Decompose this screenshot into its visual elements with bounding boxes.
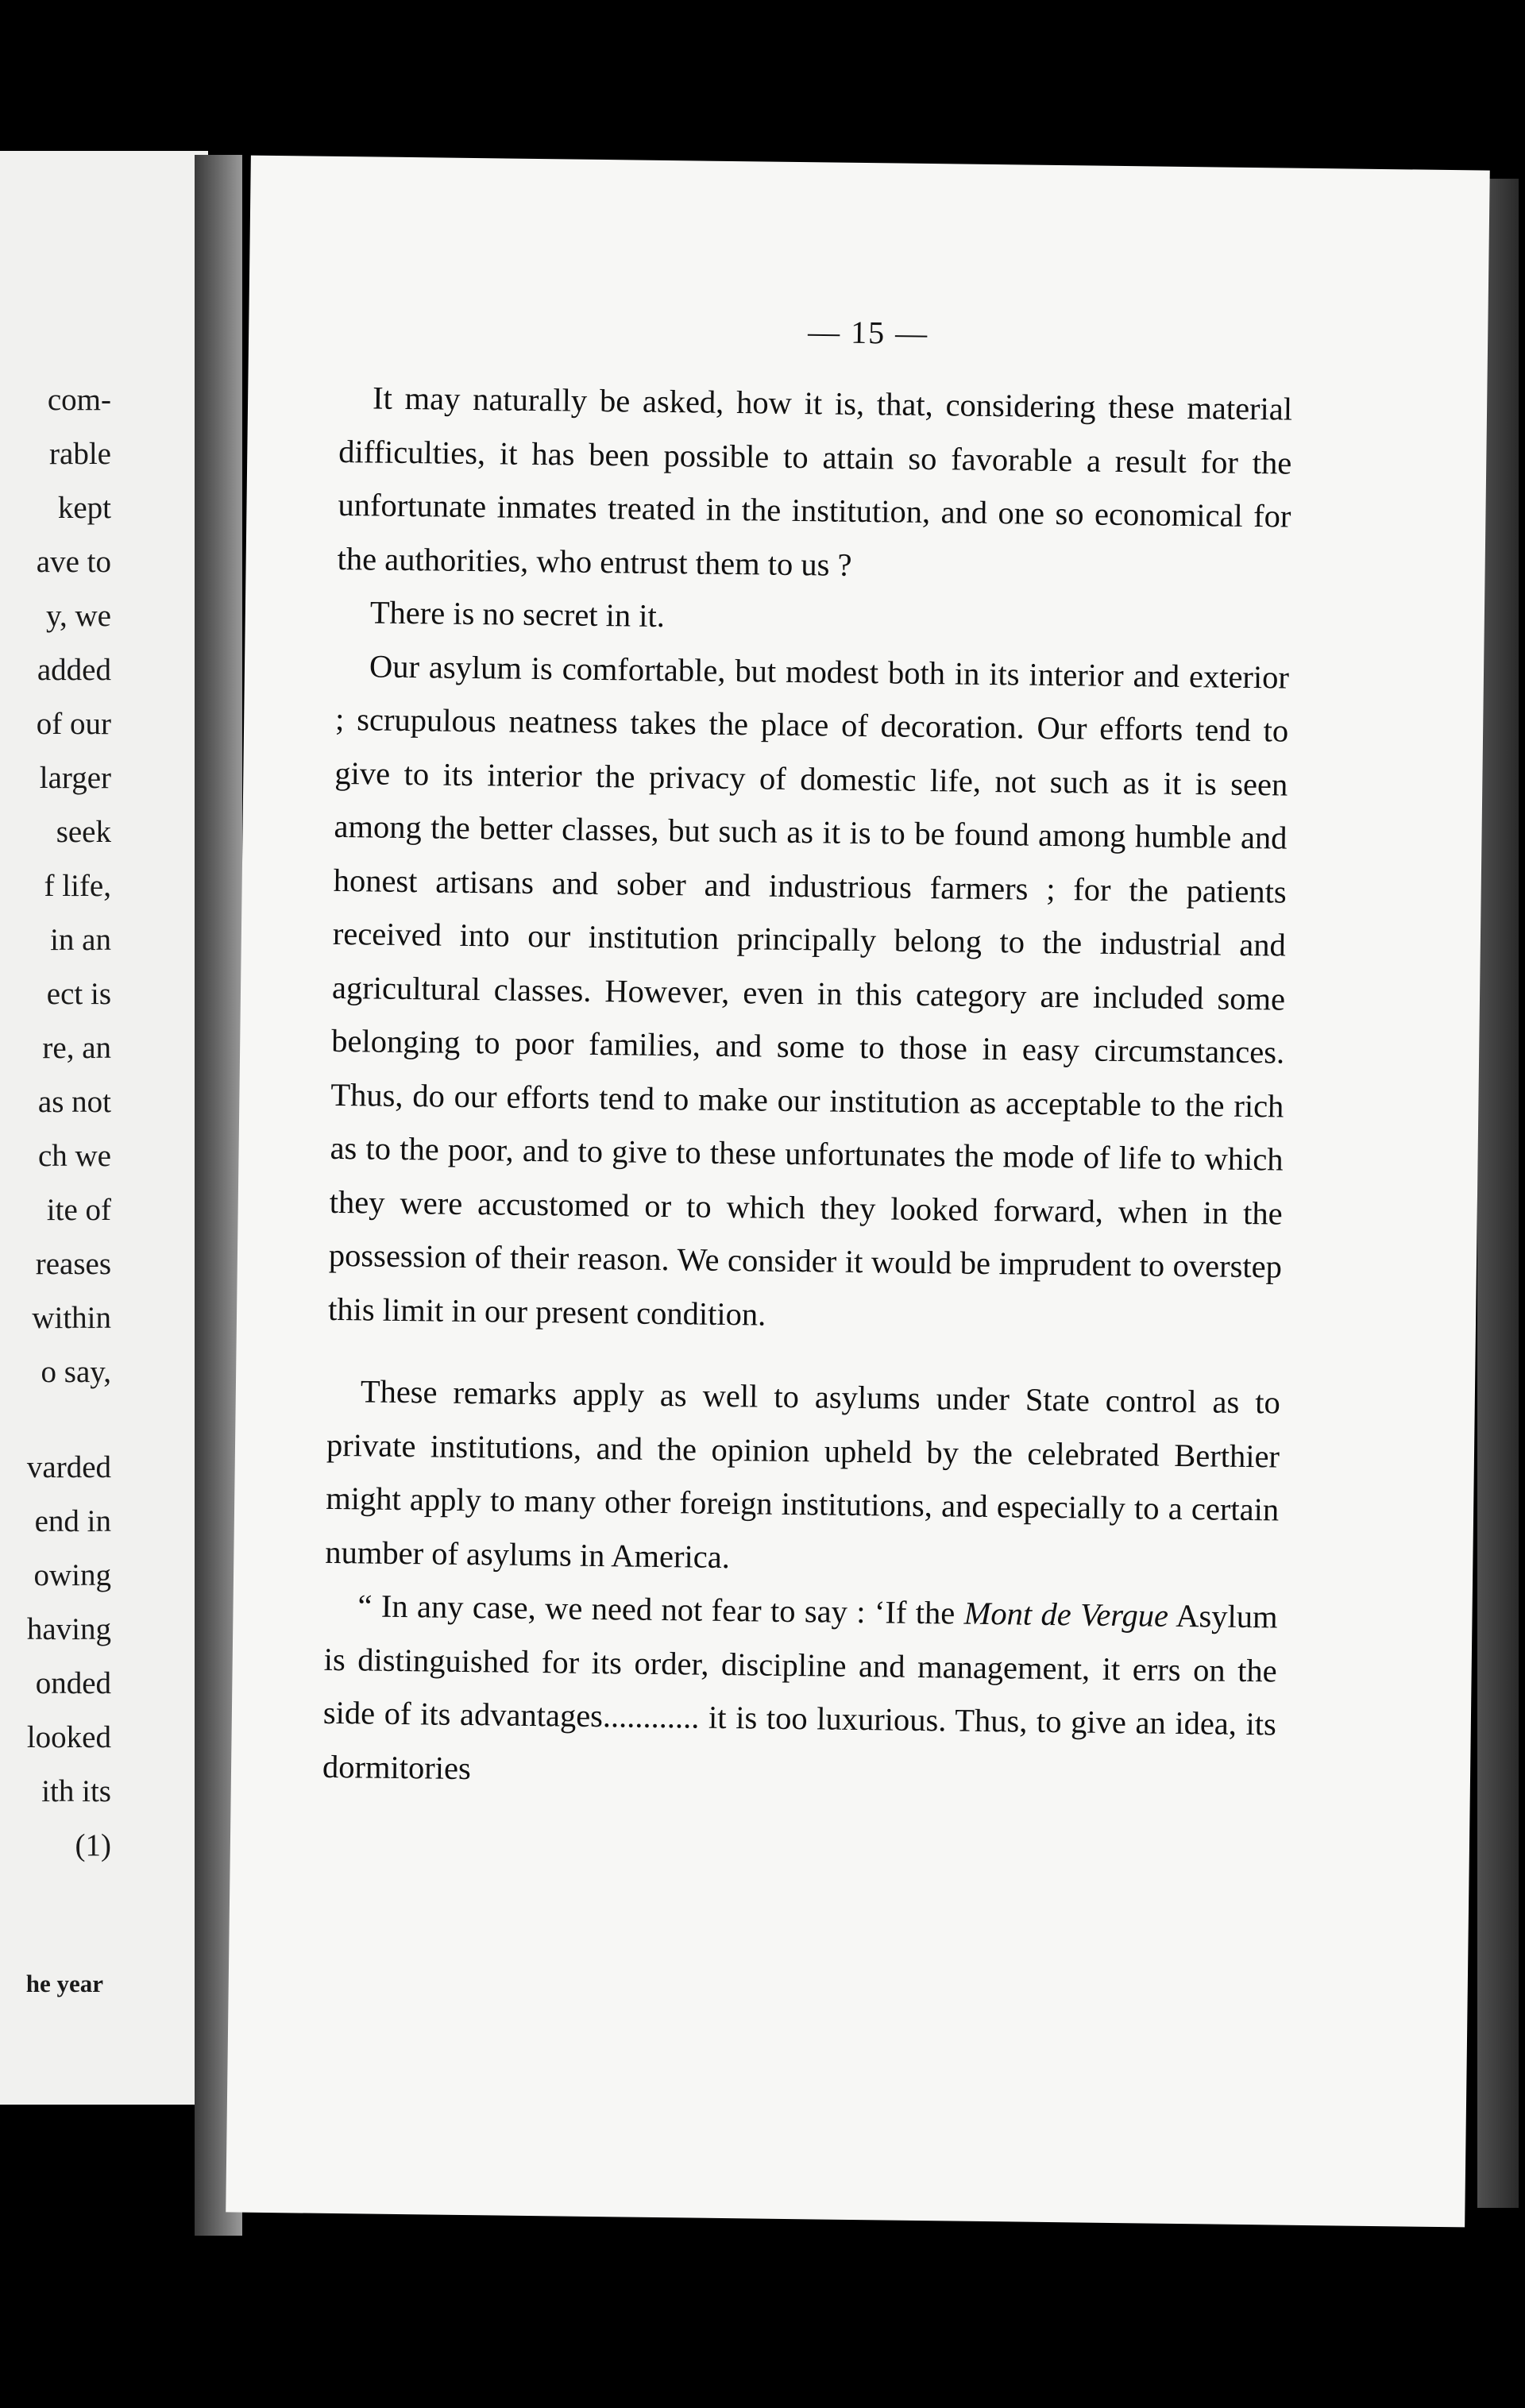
left-page-gap xyxy=(0,1399,111,1441)
left-page-fragment: larger xyxy=(39,761,111,795)
left-page-fragment: end in xyxy=(34,1504,111,1538)
paragraph: It may naturally be asked, how it is, that, considering these material difficulties, it has been possible to attain so favorable a result for the unfortunate inmates treated in the institution, and one so economical for the authorities, who entrust them to us ? xyxy=(337,380,1293,583)
quote-text: Asylum is distinguished for its order, discipline and management, it errs on the side of its advantages............ it is too luxurious. Thus, to give an idea, its dormitories xyxy=(322,1597,1278,1786)
left-page-fragment: added xyxy=(37,653,111,687)
left-page-fragment: ave to xyxy=(36,545,111,579)
body-text xyxy=(322,371,1293,1805)
left-page-fragment: of our xyxy=(36,707,111,741)
paragraph: There is no secret in it. xyxy=(369,594,666,634)
italic-name: Mont de Vergue xyxy=(963,1595,1169,1634)
left-page-fragment: seek xyxy=(56,815,111,849)
left-page-fragment: ch we xyxy=(37,1139,111,1173)
left-page-fragment: y, we xyxy=(46,599,111,633)
left-page-fragment: re, an xyxy=(42,1031,111,1065)
left-page-fragment: in an xyxy=(50,923,111,957)
left-page-fragment: within xyxy=(32,1301,111,1335)
left-page-fragment: as not xyxy=(37,1085,111,1119)
left-page-fragment: onded xyxy=(35,1666,111,1700)
left-page-fragment: rable xyxy=(49,437,111,471)
page-number: — 15 — xyxy=(807,314,929,352)
left-page-fragment: (1) xyxy=(75,1828,111,1862)
left-page-fragment: varded xyxy=(26,1450,111,1484)
paragraph: Our asylum is comfortable, but modest both in its interior and exterior ; scrupulous neatness takes the place of decoration. Our efforts tend to give to its interior the privacy of domestic life, not such as it is seen among the better classes, but such as it is to be found among humble and honest artisans and sober and industrious farmers ; for the patients received into our institution principally belong to the industrial and agricultural classes. However, even in this category are included some belonging to poor families, and some to those in easy circumstances. Thus, do our efforts tend to make our institution as acceptable to the rich as to the poor, and to give to these unfortunates the mode of life to which they were accustomed or to which they looked forward, when in the possession of their reason. We consider it would be imprudent to overstep this limit in our present condition. xyxy=(327,647,1290,1333)
left-page-fragment: kept xyxy=(57,491,111,525)
left-page-footnote: he year xyxy=(25,1970,103,1997)
left-page xyxy=(0,151,208,2105)
left-page-fragment: owing xyxy=(33,1558,111,1592)
left-page-fragment: reases xyxy=(35,1247,111,1281)
right-page xyxy=(226,156,1490,2228)
left-page-fragment: ith its xyxy=(41,1774,111,1808)
left-page-fragment: f life, xyxy=(44,869,111,903)
left-page-fragment: ite of xyxy=(46,1193,111,1227)
quote-text: “ In any case, we need not fear to say : ‘If the xyxy=(357,1588,964,1631)
quote-paragraph xyxy=(322,1579,1278,1805)
left-page-fragment: o say, xyxy=(41,1355,111,1389)
left-page-fragment: com- xyxy=(47,383,111,417)
left-page-text-fragments xyxy=(0,373,111,1873)
left-page-fragment: looked xyxy=(26,1720,111,1754)
left-page-fragment: ect is xyxy=(46,977,111,1011)
left-page-fragment: having xyxy=(26,1612,111,1646)
paragraph: These remarks apply as well to asylums under State control as to private institutions, and the opinion upheld by the celebrated Berthier might apply to many other foreign institutions, and especially to a certain number of asylums in America. xyxy=(325,1373,1281,1575)
